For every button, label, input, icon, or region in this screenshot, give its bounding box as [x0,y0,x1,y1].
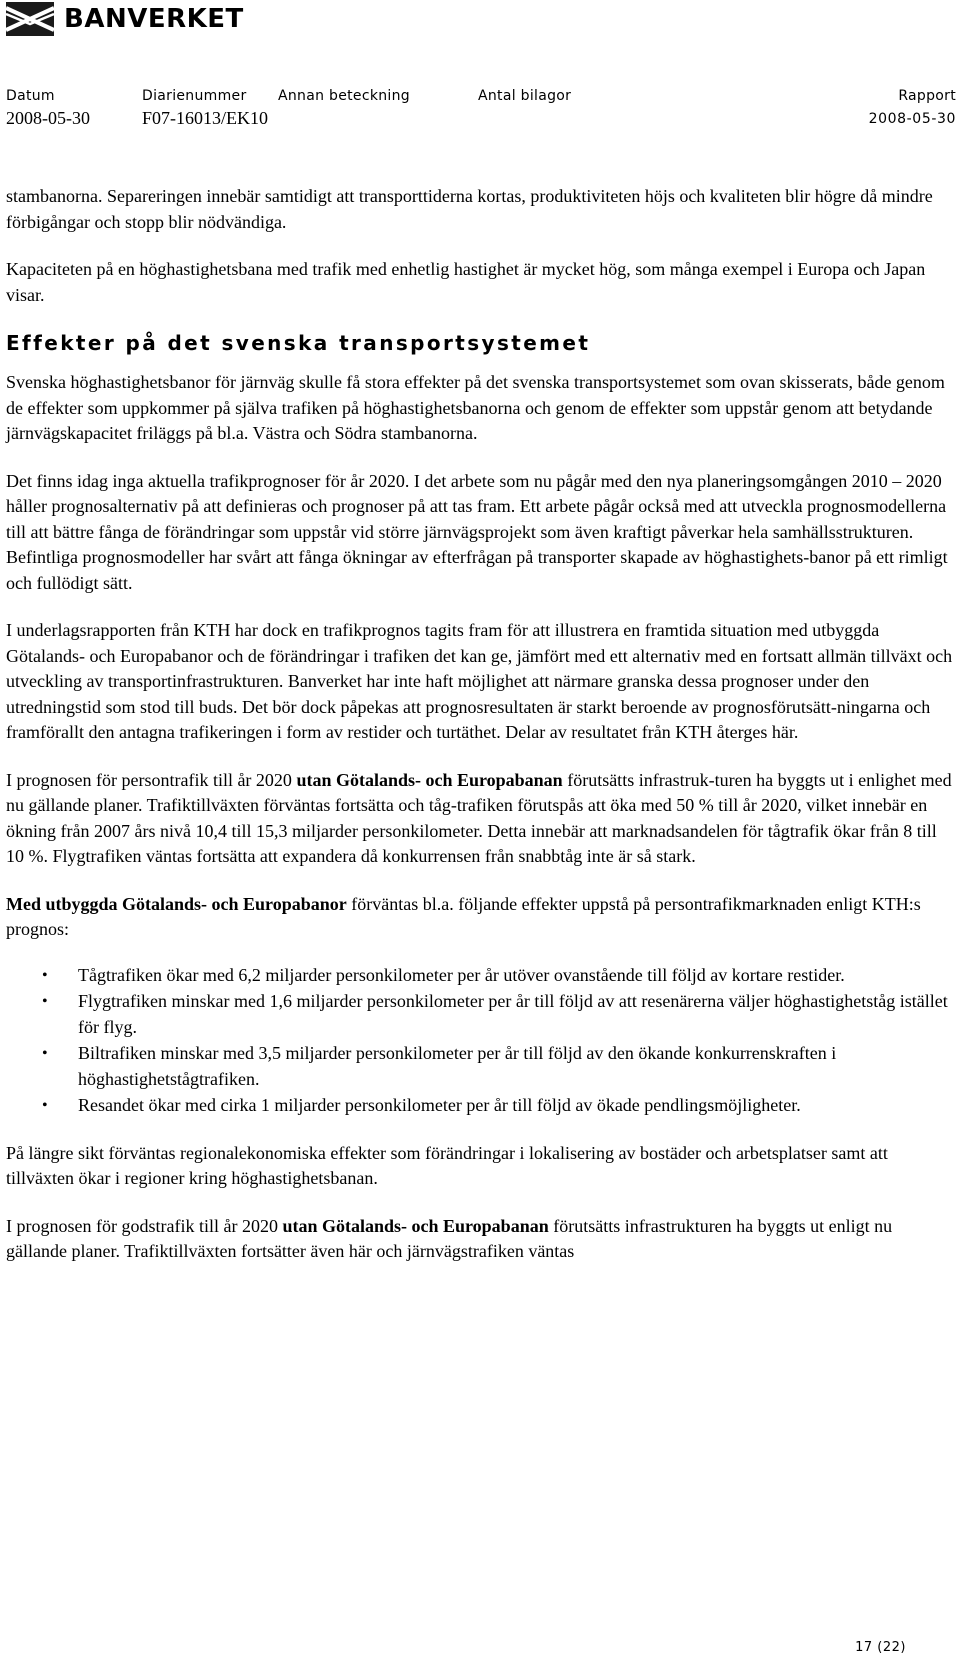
list-item: • Biltrafiken minskar med 3,5 miljarder personkilometer per år till följd av den ökande konkurrenskraften i höghastighetstågtrafiken. [42,1043,837,1089]
label-annan-beteckning: Annan beteckning [278,88,410,104]
paragraph-1: stambanorna. Separeringen innebär samtidigt att transporttiderna kortas, produktiviteten höjs och kvaliteten blir högre då mindre förbigångar och stopp blir nödvändiga. [6,186,933,232]
label-diarienummer: Diarienummer [142,88,247,104]
paragraph-3: Svenska höghastighetsbanor för järnväg skulle få stora effekter på det svenska transportsystemet som ovan skisserats, både genom de effekter som uppkommer på själva trafiken på höghastighetsbanorna och genom de effekter som uppstår genom att betydande järnvägskapacitet friläggs på bl.a. Västra och Södra stambanorna. [6,372,945,443]
body-content [6,184,954,1287]
label-datum: Datum [6,88,55,104]
paragraph-4: Det finns idag inga aktuella trafikprognoser för år 2020. I det arbete som nu pågår med den nya planeringsomgången 2010 – 2020 håller prognosalternativ på att definieras och prognoser på att tas fram. Ett arbete pågår också med att utveckla prognosmodellerna till att bättre fånga de förändringar som uppstår vid större järnvägsprojekt som även kraftigt påverkar hela samhällsstrukturen. Befintliga prognosmodeller har svårt att fånga ökningar av efterfrågan på transporter skapade av höghastighets-banor på ett rimligt och fullödigt sätt. [6,470,948,593]
bullet-icon: • [42,1097,48,1114]
paragraph-8: På längre sikt förväntas regionalekonomiska effekter som förändringar i lokalisering av bostäder och arbetsplatser samt att tillväxten ökar i regioner kring höghastighetsbanan. [6,1142,888,1188]
value-diarienummer: F07-16013/EK10 [142,108,268,128]
bold-phrase: Med utbyggda Götalands- och Europabanor [6,893,347,914]
label-antal-bilagor: Antal bilagor [478,88,572,104]
effects-list [6,963,954,1119]
banverket-emblem-icon [6,2,54,36]
paragraph-9: I prognosen för godstrafik till år 2020 utan Götalands- och Europabanan förutsätts infrastrukturen ha byggts ut enligt nu gällande planer. Trafiktillväxten fortsätter även här och järnvägstrafiken väntas [6,1215,893,1261]
paragraph-6: I prognosen för persontrafik till år 2020 utan Götalands- och Europabanan förutsätts infrastruk-turen ha byggts ut i enlighet med nu gällande planer. Trafiktillväxten förväntas fortsätta och tåg-trafiken förutspås att öka med 50 % till år 2020, vilket innebär en ökning från 2007 års nivå 10,4 till 15,3 miljarder personkilometer. Detta innebär att marknadsandelen för tågtrafik ökar från 8 till 10 %. Flygtrafiken väntas fortsätta att expandera då konkurrensen från snabbtåg inte är så stark. [6,769,952,866]
value-datum: 2008-05-30 [6,108,90,128]
value-rapport-date: 2008-05-30 [868,111,956,127]
bold-phrase: utan Götalands- och Europabanan [282,1215,549,1236]
bullet-icon: • [42,993,48,1010]
bullet-icon: • [42,1045,48,1062]
list-item: • Flygtrafiken minskar med 1,6 miljarder personkilometer per år till följd av att resenärerna väljer höghastighetståg istället för flyg. [42,991,948,1037]
bullet-icon: • [42,966,48,984]
label-rapport: Rapport [898,88,956,104]
paragraph-2: Kapaciteten på en höghastighetsbana med trafik med enhetlig hastighet är mycket hög, som många exempel i Europa och Japan visar. [6,259,926,305]
paragraph-7: Med utbyggda Götalands- och Europabanor förväntas bl.a. följande effekter uppstå på persontrafikmarknaden enligt KTH:s prognos: [6,893,921,939]
page-number: 17 (22) [855,1640,906,1655]
list-item: • Resandet ökar med cirka 1 miljarder personkilometer per år till följd av ökade pendlingsmöjligheter. [6,1093,954,1119]
section-heading: Effekter på det svenska transportsystemet [6,331,591,355]
list-item: • Tågtrafiken ökar med 6,2 miljarder personkilometer per år utöver ovanstående till följd av kortare restider. [6,963,954,989]
paragraph-5: I underlagsrapporten från KTH har dock en trafikprognos tagits fram för att illustrera en framtida situation med utbyggda Götalands- och Europabanor och de förändringar i trafiken det kan ge, jämfört med ett alternativ med en fortsatt allmän tillväxt och utveckling av transportinfrastrukturen. Banverket har inte haft möjlighet att närmare granska dessa prognoser under den utredningstid som stod till buds. Det bör dock påpekas att prognosresultaten är starkt beroende av prognosförutsätt-ningarna och framförallt den antagna trafikeringen i form av restider och turtäthet. Delar av resultatet från KTH återges här. [6,620,953,742]
logo-text: BANVERKET [64,4,244,34]
banverket-logo [6,0,244,38]
bold-phrase: utan Götalands- och Europabanan [296,769,563,790]
